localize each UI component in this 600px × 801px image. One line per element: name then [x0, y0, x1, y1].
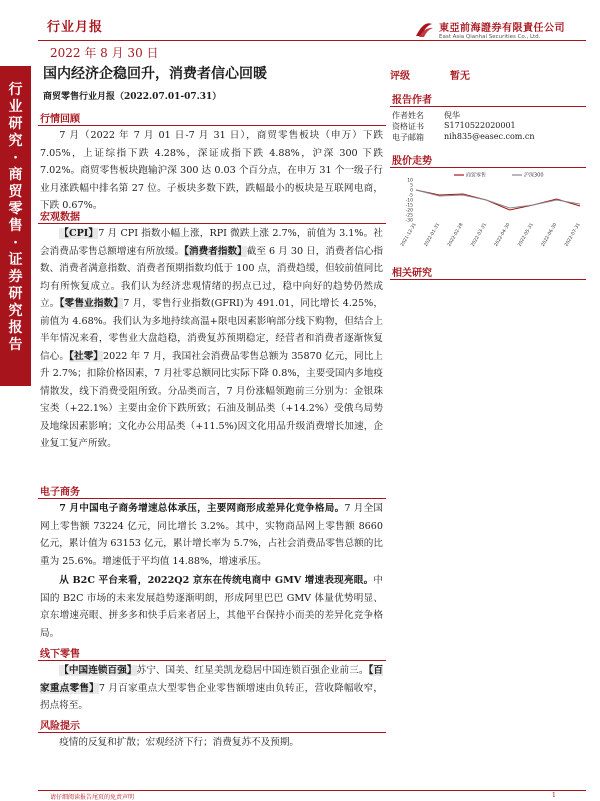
- retail-text: 7 月，零售行业指数(GFRI)为 491.01，同比增长 4.25%，前值为 4.68%。我们认为多地持续高温+限电因素影响部分线下购物，但结合上半年情况来看，零售业大盘趋稳，消费复苏预期稳定，经营者和消费者逐渐恢复信心。: [40, 298, 383, 362]
- section-heading-macro: 宏观数据: [40, 212, 80, 223]
- x-tick-label: 2022-02-28: [447, 222, 465, 248]
- top-rule: [38, 40, 586, 41]
- ecommerce-text-2: 中国的 B2C 市场的未来发展趋势逐渐明朗，形成阿里巴巴 GMV 体量优势明显、京东增速亮眼、拼多多和快手后来者居上，其他平台保持小而美的差异化竞争格局。: [40, 575, 383, 639]
- analyst-key: 作者姓名: [392, 111, 424, 120]
- analyst-heading: 报告作者: [392, 95, 432, 106]
- x-tick-label: 2021-12-31: [400, 222, 418, 248]
- risk-paragraph: 疫情的反复和扩散；宏观经济下行；消费复苏不及预期。: [59, 737, 300, 748]
- stock-trend-chart: [390, 170, 586, 258]
- ecommerce-paragraph-1: [40, 500, 383, 570]
- y-tick-label: -25: [405, 213, 413, 219]
- ecommerce-lead-1: 7 月中国电子商务增速总体承压，主要网商形成差异化竞争格局。: [59, 503, 345, 514]
- rating-label: 评级: [390, 71, 410, 82]
- ecommerce-lead-2: 从 B2C 平台来看，2022Q2 京东在传统电商中 GMV 增速表现亮眼。: [59, 575, 374, 586]
- x-tick-label: 2022-07-31: [564, 222, 582, 248]
- analyst-value: 倪华: [444, 111, 460, 120]
- section-heading-offline: 线下零售: [40, 649, 80, 660]
- side-band-text: 行业研究·商贸零售·证券研究报告: [8, 82, 23, 353]
- cpi-text: 7 月 CPI 指数小幅上涨，RPI 微跌上涨 2.7%，前值为 3.1%。社会消费品零售总额增速有所放缓。: [40, 228, 383, 257]
- logo-cn: 東亞前海證券有限責任公司: [439, 22, 565, 34]
- ecommerce-text-1: 7 月全国网上零售额 73224 亿元，同比增长 3.2%。其中，实物商品网上零售额 8660 亿元，累计值为 63153 亿元，累计增长率为 5.7%，占社会消费品零售总额的比重为 25.6%。增速低于平均值 14.88%，增速承压。: [40, 503, 384, 567]
- x-tick-label: 2022-04-30: [494, 222, 512, 248]
- consumer-tag: 【消费者指数】: [184, 245, 247, 257]
- related-rule: [390, 279, 586, 280]
- section-heading-market: 行情回顾: [40, 114, 80, 125]
- social-tag: 【社零】: [69, 350, 103, 362]
- consumer-text: 截至 6 月 30 日，消费者信心指数、消费者满意指数、消费者预期指数均低于 100 点，消费趋缓，但较前值同比均有所恢复成立。我们认为经济悲观情绪的拐点已过，稳中向好的趋势仍然成立。: [40, 245, 384, 309]
- side-band: [0, 66, 31, 386]
- x-tick-label: 2022-05-31: [517, 222, 535, 248]
- y-tick-label: -20: [405, 208, 413, 214]
- y-tick-label: -30: [405, 218, 413, 224]
- x-tick-label: 2022-01-31: [423, 222, 442, 248]
- logo-mark-icon: [413, 18, 435, 40]
- section-rule: [38, 498, 386, 499]
- section-heading-risk: 风险提示: [40, 721, 80, 732]
- x-tick-label: 2022-03-31: [470, 222, 489, 248]
- analyst-key: 电子邮箱: [392, 133, 424, 142]
- offline-tag-2: 【百家重点零售】: [40, 665, 384, 694]
- offline-tag-1: 【中国连锁百强】: [59, 665, 137, 676]
- analyst-row: [392, 110, 460, 121]
- cpi-tag: 【CPI】: [59, 228, 99, 239]
- trend-heading: 股价走势: [392, 156, 432, 167]
- section-rule: [38, 732, 386, 733]
- footer-disclaimer: 请仔细阅读报告尾页的免责声明: [50, 794, 135, 801]
- related-heading: 相关研究: [392, 268, 432, 279]
- rating-value: 暂无: [450, 71, 470, 82]
- trend-rule: [390, 167, 586, 168]
- macro-paragraph: [40, 225, 383, 453]
- y-tick-label: 10: [407, 178, 413, 184]
- offline-text-1: 苏宁、国美、红星美凯龙稳居中国连锁百强企业前三。: [136, 665, 369, 676]
- y-tick-label: -5: [408, 193, 413, 199]
- analyst-key: 资格证书: [392, 122, 424, 131]
- section-rule: [38, 223, 386, 224]
- analyst-rule: [390, 106, 586, 107]
- logo-en: East Asia Qianhai Securities Co., Ltd.: [439, 33, 541, 40]
- analyst-row: [392, 132, 535, 143]
- legend-label: 沪深300: [524, 172, 544, 179]
- social-text: 2022 年 7 月，我国社会消费品零售总额为 35870 亿元，同比上升 2.7%；扣除价格因素，7 月社零总额同比实际下降 0.8%，主要受国内多地疫情散发，线下消费受阻所致。分品类而言，7 月份涨幅领跑前三分别为：金银珠宝类（+22.1%）主要由金价下跌所致；石油及制品类（+14.2%）受俄乌局势及地缘因素影响；文化办公用品类（+11.5%)因文化用品升级消费增长加速，企业复工复产所致。: [40, 350, 384, 449]
- ecommerce-paragraph-2: [40, 572, 383, 642]
- x-tick-label: 2022-06-30: [540, 222, 559, 248]
- footer-rule: [38, 790, 586, 791]
- analyst-row: [392, 121, 516, 132]
- section-heading-ecommerce: 电子商务: [40, 487, 80, 498]
- report-title: 国内经济企稳回升，消费者信心回暖: [43, 66, 267, 82]
- y-tick-label: 0: [410, 188, 413, 194]
- market-paragraph: 7 月（2022 年 7 月 01 日-7 月 31 日），商贸零售板块（申万）下跌 7.05%，上证综指下跌 4.28%，深证成指下跌 4.88%，沪深 300 下跌 7.02%。商贸零售板块跑输沪深 300 达 0.03 个百分点，在申万 31 个一级子行业月涨跌幅中排名第 27 位。子板块多数下跌，跌幅最小的板块是互联网电商，下跌 0.67%。: [40, 130, 383, 211]
- page-number: 1: [552, 792, 556, 799]
- report-date: 2022 年 8 月 30 日: [50, 46, 159, 60]
- section-rule: [38, 125, 386, 126]
- y-tick-label: -15: [405, 203, 413, 209]
- legend-label: 商贸零售: [466, 172, 487, 179]
- retail-tag: 【零售业指数】: [59, 298, 124, 309]
- analyst-value: nih835@easec.com.cn: [444, 132, 535, 141]
- report-subtitle: 商贸零售行业月报（2022.07.01-07.31）: [43, 92, 222, 102]
- report-type: 行业月报: [47, 20, 104, 35]
- section-rule: [38, 660, 386, 661]
- company-logo: [413, 18, 565, 40]
- analyst-value: S1710522020001: [444, 121, 516, 130]
- y-tick-label: -10: [405, 198, 413, 204]
- offline-text-2: 7 月百家重点大型零售企业零售额增速由负转正，营收降幅收窄，拐点将至。: [40, 682, 384, 711]
- offline-paragraph: [40, 662, 383, 715]
- y-tick-label: 5: [410, 183, 413, 189]
